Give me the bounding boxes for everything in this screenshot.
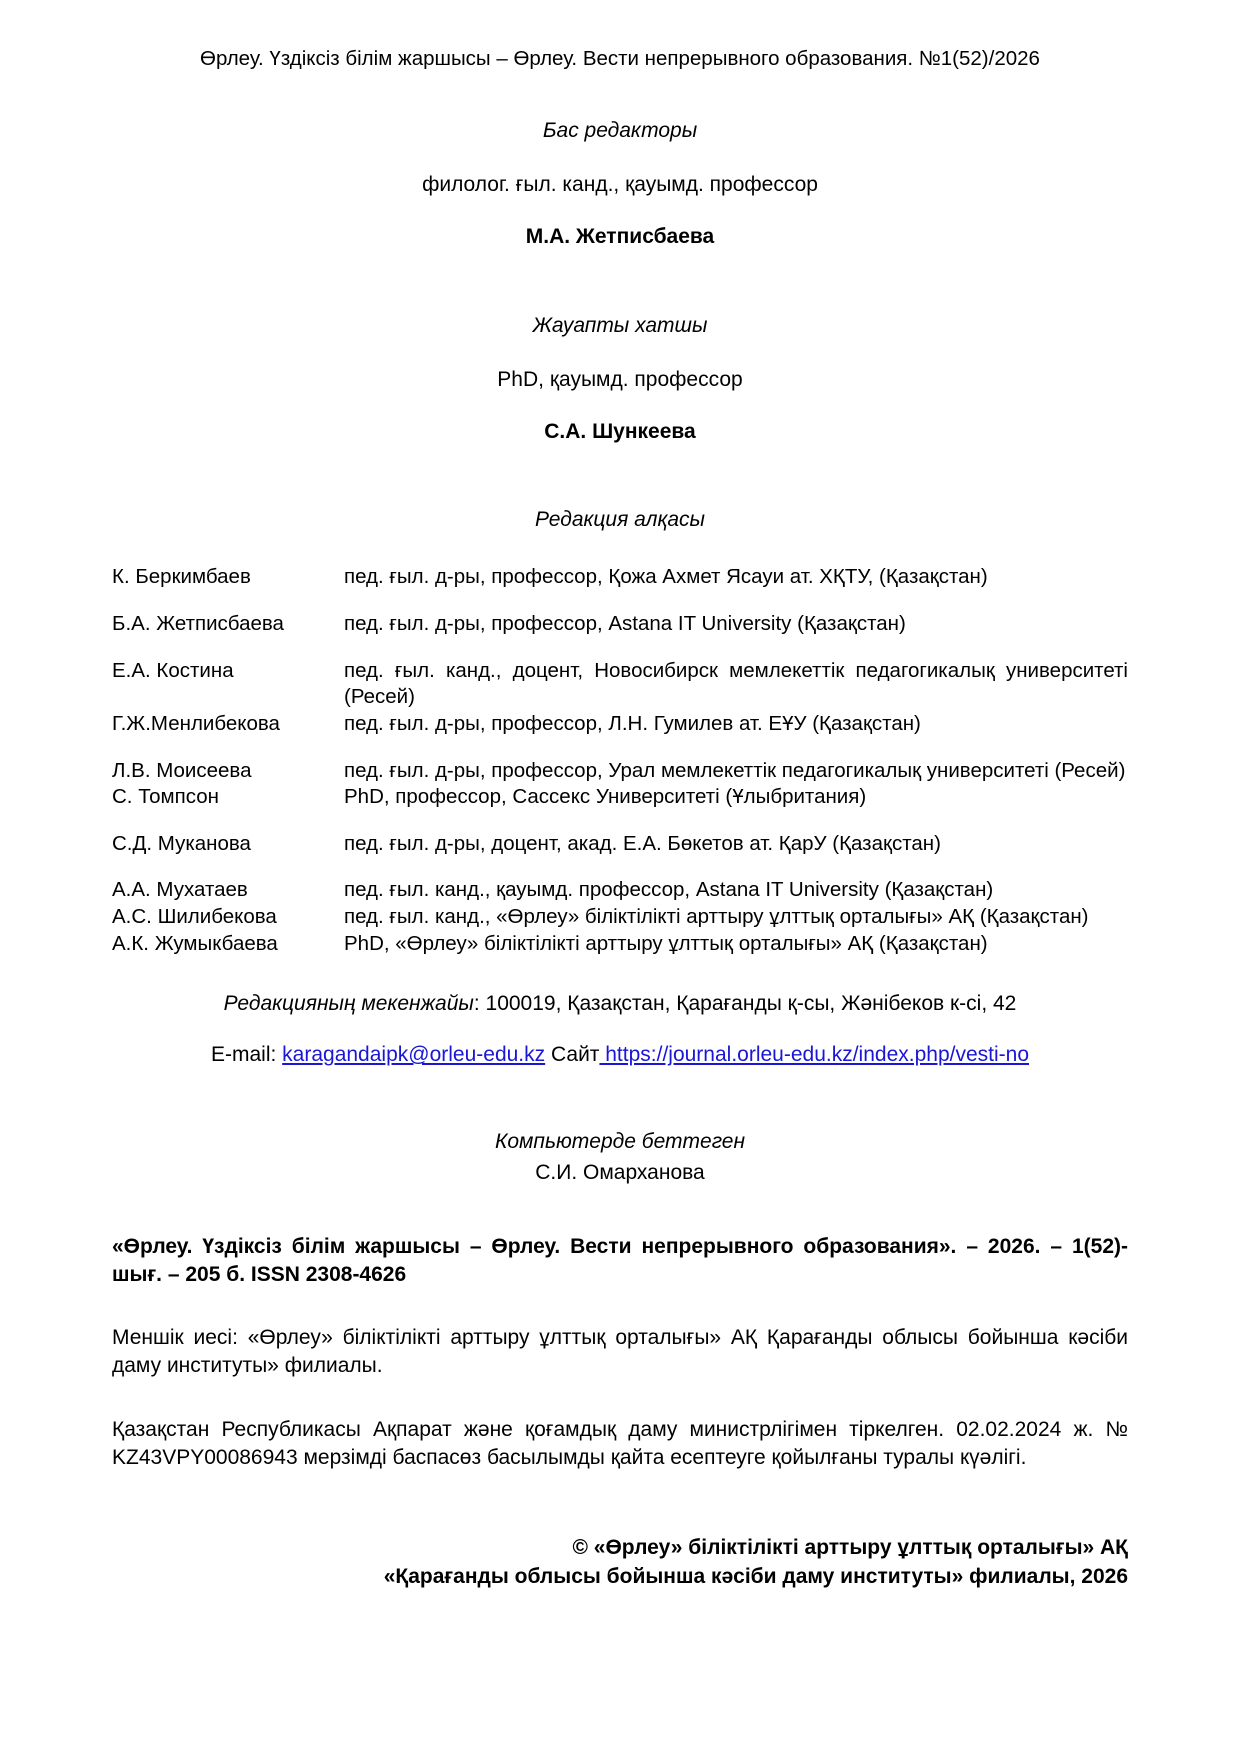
board-member-desc: пед. ғыл. д-ры, доцент, акад. Е.А. Бөкетов ат. ҚарУ (Қазақстан) — [344, 831, 941, 855]
email-link[interactable]: karagandaipk@orleu-edu.kz — [282, 1043, 546, 1067]
table-row — [112, 784, 1128, 811]
table-row — [112, 711, 1128, 738]
owner-paragraph: Меншік иесі: «Өрлеу» біліктілікті арттыру ұлттық орталығы» АҚ Қарағанды облысы бойынша кәсіби даму институты» филиалы. — [112, 1326, 1128, 1378]
table-row — [112, 638, 1128, 711]
board-member-name: Б.А. Жетписбаева — [112, 612, 284, 635]
board-member-desc: пед. ғыл. д-ры, профессор, Astana IT University (Қазақстан) — [344, 612, 906, 635]
copyright-line-1: © «Өрлеу» біліктілікті арттыру ұлттық орталығы» АҚ — [572, 1536, 1128, 1560]
editor-in-chief-name: М.А. Жетписбаева — [525, 224, 715, 248]
contact-line — [112, 1042, 1128, 1069]
board-member-desc: пед. ғыл. канд., қауымд. профессор, Astana IT University (Қазақстан) — [344, 878, 994, 902]
spacer — [112, 102, 1128, 118]
table-row — [112, 591, 1128, 638]
board-member-name: К. Беркимбаев — [112, 565, 251, 589]
editorial-board-title: Редакция алқасы — [535, 508, 705, 532]
board-member-name: А.К. Жумыкбаева — [112, 931, 278, 955]
registration-paragraph: Қазақстан Республикасы Ақпарат және қоғамдық даму министрлігімен тіркелген. 02.02.2024 ж. № KZ43VPY00086943 мерзімді баспасөз басылымды қайта есептеуге қойылғаны туралы күәлігі. — [112, 1418, 1128, 1470]
table-row — [112, 904, 1128, 931]
table-row — [112, 811, 1128, 858]
table-row — [112, 564, 1128, 591]
table-row — [112, 857, 1128, 904]
executive-secretary-name: С.А. Шункеева — [544, 419, 696, 443]
editorial-address — [112, 991, 1128, 1018]
board-member-desc: пед. ғыл. д-ры, профессор, Урал мемлекеттік педагогикалық университеті (Ресей) — [344, 758, 1126, 782]
table-row — [112, 931, 1128, 958]
board-member-desc: пед. ғыл. д-ры, профессор, Л.Н. Гумилев ат. ЕҰУ (Қазақстан) — [344, 711, 921, 735]
board-member-desc: PhD, «Өрлеу» біліктілікті арттыру ұлттық орталығы» АҚ (Қазақстан) — [344, 931, 988, 955]
editorial-board-table — [112, 564, 1128, 957]
board-member-desc: пед. ғыл. канд., «Өрлеу» біліктілікті арттыру ұлттық орталығы» АҚ (Қазақстан) — [344, 905, 1089, 929]
copyright-line-2: «Қарағанды облысы бойынша кәсіби даму институты» филиалы, 2026 — [383, 1564, 1128, 1588]
running-head: Өрлеу. Үздіксіз білім жаршысы – Өрлеу. Вести непрерывного образования. №1(52)/2026 — [200, 47, 1040, 70]
editorial-address-value: : 100019, Қазақстан, Қарағанды қ-сы, Жәнібеков к-сі, 42 — [473, 992, 1017, 1016]
editor-in-chief-degree: филолог. ғыл. канд., қауымд. профессор — [422, 173, 818, 197]
layout-designer-block — [112, 1129, 1128, 1187]
board-member-desc: пед. ғыл. канд., доцент, Новосибирск мемлекеттік педагогикалық университеті (Ресей) — [344, 658, 1128, 709]
executive-secretary-block — [112, 313, 1128, 446]
board-member-name: Г.Ж.Менлибекова — [112, 711, 280, 735]
spacer — [112, 445, 1128, 507]
email-separator: : — [270, 1043, 283, 1067]
spacer — [112, 251, 1128, 313]
board-member-name: Е.А. Костина — [112, 658, 234, 682]
website-link[interactable]: https://journal.orleu-edu.kz/index.php/vesti-no — [599, 1043, 1029, 1067]
layout-designer-name: С.И. Омарханова — [535, 1161, 705, 1185]
editor-in-chief-block — [112, 118, 1128, 251]
board-member-desc: PhD, профессор, Сассекс Университеті (Ұлыбритания) — [344, 785, 867, 809]
executive-secretary-role: Жауапты хатшы — [532, 313, 708, 337]
board-member-desc: пед. ғыл. д-ры, профессор, Қожа Ахмет Ясауи ат. ХҚТУ, (Қазақстан) — [344, 565, 988, 589]
executive-secretary-degree: PhD, қауымд. профессор — [497, 367, 743, 391]
issn-block: «Өрлеу. Үздіксіз білім жаршысы – Өрлеу. Вести непрерывного образования». – 2026. – 1(52)-шығ. – 205 б. ISSN 2308-4626 — [112, 1234, 1128, 1286]
board-member-name: А.С. Шилибекова — [112, 905, 277, 929]
email-label: E-mail — [210, 1043, 271, 1067]
table-row — [112, 738, 1128, 785]
layout-designer-title: Компьютерде беттеген — [494, 1130, 746, 1154]
editor-in-chief-role: Бас редакторы — [542, 119, 698, 143]
site-label: Сайт — [545, 1043, 600, 1067]
board-member-name: С. Томпсон — [112, 785, 219, 809]
board-member-name: С.Д. Муканова — [112, 831, 251, 855]
board-member-name: А.А. Мухатаев — [112, 878, 248, 902]
copyright-block — [112, 1534, 1128, 1591]
editorial-address-label: Редакцияның мекенжайы — [223, 992, 474, 1016]
board-member-name: Л.В. Моисеева — [112, 758, 252, 782]
